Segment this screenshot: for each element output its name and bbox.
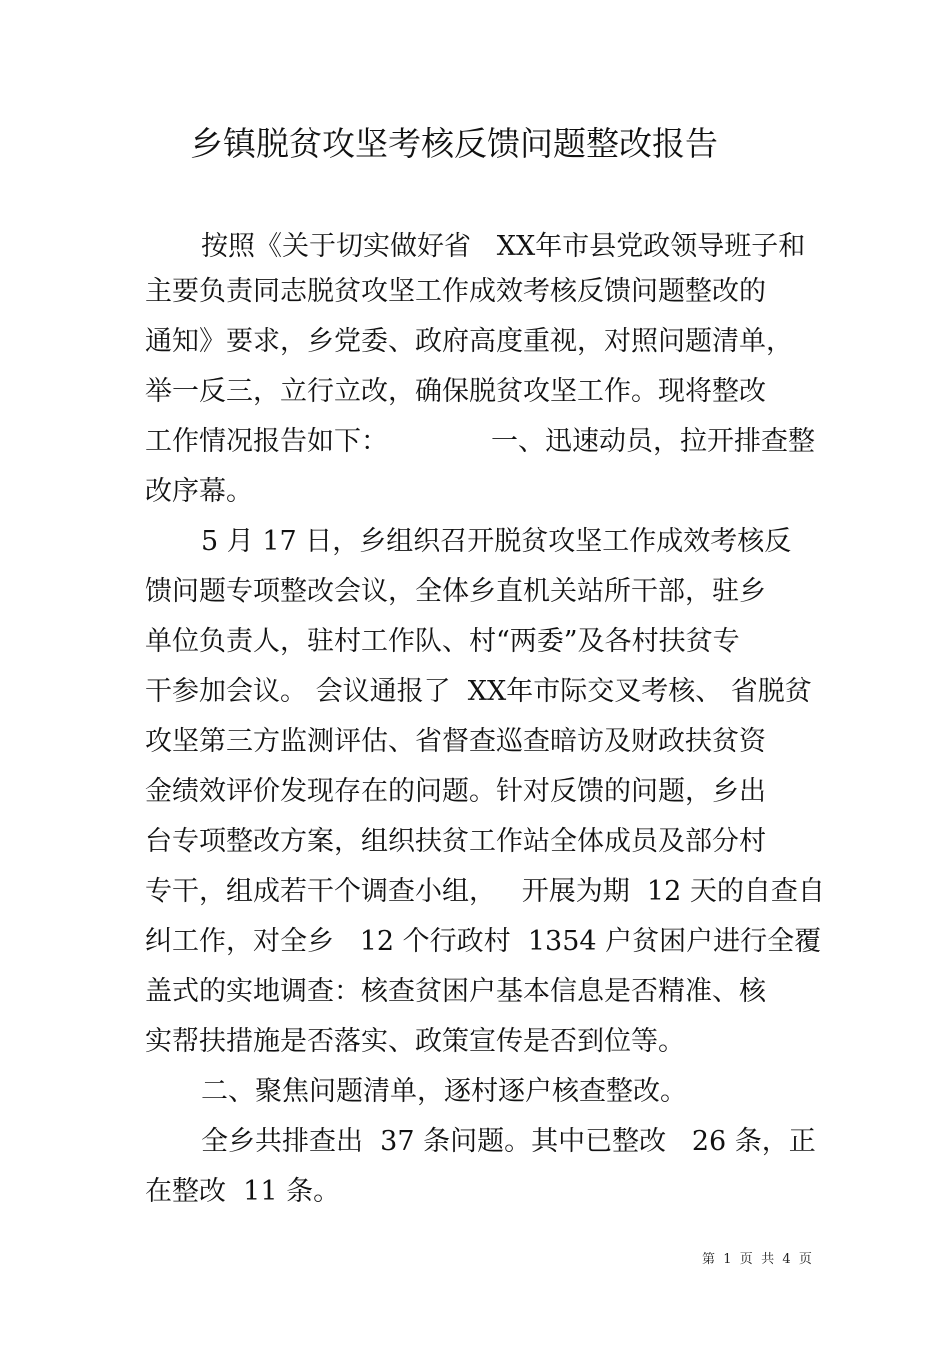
paragraph-line: 干参加会议。 会议通报了 XX年市际交叉考核、 省脱贫 xyxy=(145,676,812,707)
paragraph-line: 主要负责同志脱贫攻坚工作成效考核反馈问题整改的 xyxy=(145,276,766,307)
paragraph-line: 纠工作，对全乡 12 个行政村 1354 户贫困户进行全覆 xyxy=(145,926,822,957)
document-title: 乡镇脱贫攻坚考核反馈问题整改报告 xyxy=(190,124,718,163)
paragraph-line: 台专项整改方案，组织扶贫工作站全体成员及部分村 xyxy=(145,826,766,857)
section-heading: 二、聚焦问题清单，逐村逐户核查整改。 xyxy=(201,1076,687,1107)
paragraph-line: 在整改 11 条。 xyxy=(145,1176,341,1207)
paragraph-line: 单位负责人，驻村工作队、村“两委”及各村扶贫专 xyxy=(145,626,740,657)
paragraph-line: 全乡共排查出 37 条问题。其中已整改 26 条，正 xyxy=(201,1126,816,1157)
paragraph-line: 攻坚第三方监测评估、省督查巡查暗访及财政扶贫资 xyxy=(145,726,766,757)
paragraph-line: 通知》要求，乡党委、政府高度重视，对照问题清单， xyxy=(145,326,793,357)
paragraph-line: 工作情况报告如下： 一、迅速动员，拉开排查整 xyxy=(145,426,815,457)
paragraph-line: 金绩效评价发现存在的问题。针对反馈的问题，乡出 xyxy=(145,776,766,807)
paragraph-line: 举一反三，立行立改，确保脱贫攻坚工作。现将整改 xyxy=(145,376,766,407)
paragraph-line: 改序幕。 xyxy=(145,476,253,507)
paragraph-line: 5 月 17 日，乡组织召开脱贫攻坚工作成效考核反 xyxy=(201,526,792,557)
page-footer: 第 1 页 共 4 页 xyxy=(702,1252,812,1267)
paragraph-line: 馈问题专项整改会议，全体乡直机关站所干部，驻乡 xyxy=(145,576,766,607)
paragraph-line: 实帮扶措施是否落实、政策宣传是否到位等。 xyxy=(145,1026,685,1057)
paragraph-line: 按照《关于切实做好省 XX年市县党政领导班子和 xyxy=(201,231,806,262)
paragraph-line: 专干，组成若干个调查小组， 开展为期 12 天的自查自 xyxy=(145,876,825,907)
paragraph-line: 盖式的实地调查：核查贫困户基本信息是否精准、核 xyxy=(145,976,766,1007)
